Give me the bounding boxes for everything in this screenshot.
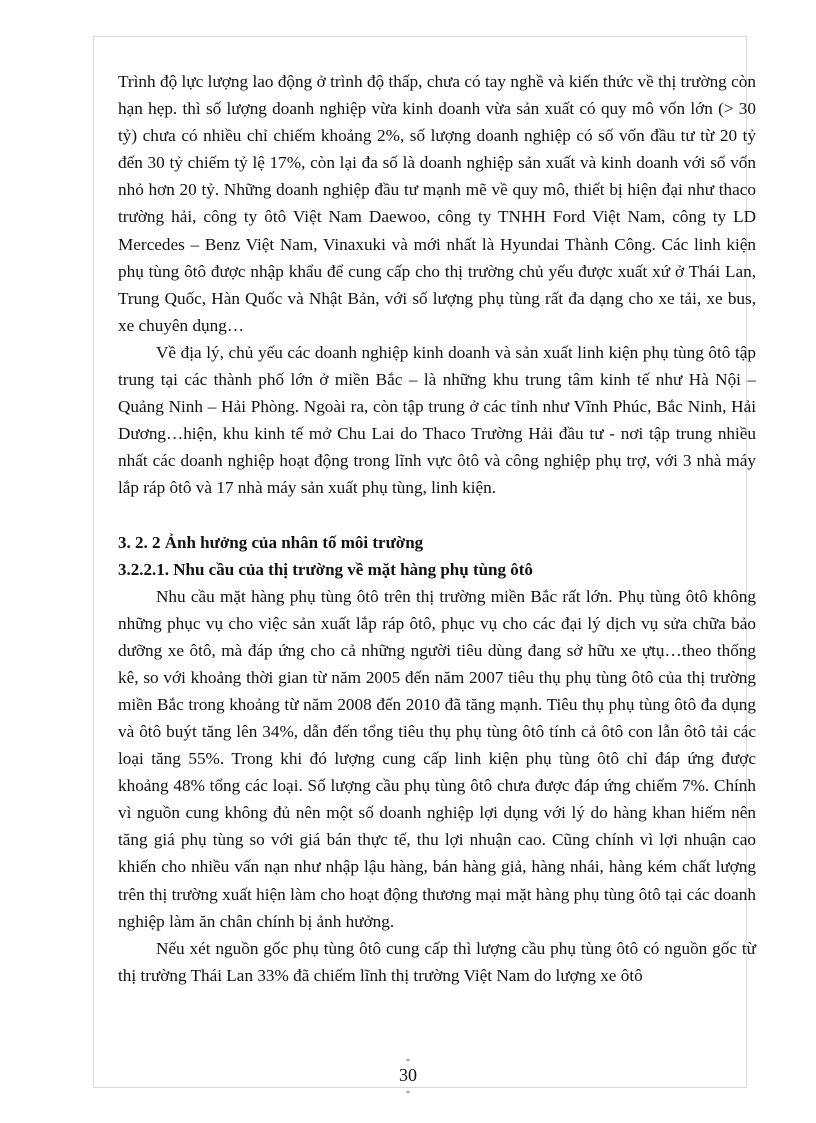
paragraph-2: Về địa lý, chủ yếu các doanh nghiệp kinh doanh và sản xuất linh kiện phụ tùng ôtô tập trung tại các thành phố lớn ở miền Bắc – là những khu trung tâm kinh tế như Hà Nội – Quảng Ninh – Hải Phòng. Ngoài ra, còn tập trung ở các tỉnh như Vĩnh Phúc, Bắc Ninh, Hải Dương…hiện, khu kinh tế mở Chu Lai do Thaco Trường Hải đầu tư - nơi tập trung nhiều nhất các doanh nghiệp hoạt động trong lĩnh vực ôtô và công nghiệp phụ trợ, với 3 nhà máy lắp ráp ôtô và 17 nhà máy sản xuất phụ tùng, linh kiện. <box>118 342 756 498</box>
page-footer <box>0 1053 816 1097</box>
page-number: 30 <box>399 1065 417 1085</box>
section-heading: 3. 2. 2 Ảnh hưởng của nhân tố môi trường <box>118 532 424 552</box>
page-body <box>118 68 756 989</box>
section-spacer <box>118 502 756 529</box>
subsection-heading: 3.2.2.1. Nhu cầu của thị trường về mặt hàng phụ tùng ôtô <box>118 559 533 579</box>
paragraph-3: Nhu cầu mặt hàng phụ tùng ôtô trên thị trường miền Bắc rất lớn. Phụ tùng ôtô không những phục vụ cho việc sản xuất lắp ráp ôtô, phục vụ cho các đại lý dịch vụ sửa chữa bảo dưỡng xe ôtô, mà đáp ứng cho cả những người tiêu dùng đang sở hữu xe ựtụ…theo thống kê, so với khoảng thời gian từ năm 2005 đến năm 2007 tiêu thụ phụ tùng ôtô của thị trường miền Bắc trong khoảng từ năm 2008 đến 2010 đã tăng mạnh. Tiêu thụ phụ tùng ôtô đa dụng và ôtô buýt tăng lên 34%, dẫn đến tổng tiêu thụ phụ tùng ôtô tính cả ôtô con lẫn ôtô tải các loại tăng 55%. Trong khi đó lượng cung cấp linh kiện phụ tùng ôtô chỉ đáp ứng được khoảng 48% tổng các loại. Số lượng cầu phụ tùng ôtô chưa được đáp ứng chiếm 7%. Chính vì nguồn cung không đủ nên một số doanh nghiệp lợi dụng với lý do hàng khan hiếm nên tăng giá phụ tùng so với giá bán thực tế, thu lợi nhuận cao. Cũng chính vì lợi nhuận cao khiến cho nhiều vấn nạn như nhập lậu hàng, bán hàng giả, hàng nhái, hàng kém chất lượng trên thị trường xuất hiện làm cho hoạt động thương mại mặt hàng phụ tùng ôtô tại các doanh nghiệp làm ăn chân chính bị ảnh hưởng. <box>118 586 756 931</box>
footer-dash-bottom: - <box>406 1084 410 1098</box>
paragraph-4: Nếu xét nguồn gốc phụ tùng ôtô cung cấp thì lượng cầu phụ tùng ôtô có nguồn gốc từ thị trường Thái Lan 33% đã chiếm lĩnh thị trường Việt Nam do lượng xe ôtô <box>118 938 756 985</box>
footer-dash-top: - <box>406 1052 410 1066</box>
paragraph-1: Trình độ lực lượng lao động ở trình độ thấp, chưa có tay nghề và kiến thức về thị trường còn hạn hẹp. thì số lượng doanh nghiệp vừa kinh doanh vừa sản xuất có quy mô vốn lớn (> 30 tỷ) chưa có nhiều chỉ chiếm khoảng 2%, số lượng doanh nghiệp có số vốn đầu tư từ 20 tỷ đến 30 tỷ chiếm tỷ lệ 17%, còn lại đa số là doanh nghiệp sản xuất và kinh doanh với số vốn nhỏ hơn 20 tỷ. Những doanh nghiệp đầu tư mạnh mẽ về quy mô, thiết bị hiện đại như thaco trường hải, công ty ôtô Việt Nam Daewoo, công ty TNHH Ford Việt Nam, công ty LD Mercedes – Benz Việt Nam, Vinaxuki và mới nhất là Hyundai Thành Công. Các linh kiện phụ tùng ôtô được nhập khẩu để cung cấp cho thị trường chủ yếu được xuất xứ ở Thái Lan, Trung Quốc, Hàn Quốc và Nhật Bản, với số lượng phụ tùng rất đa dạng cho xe tải, xe bus, xe chuyên dụng… <box>118 72 756 335</box>
